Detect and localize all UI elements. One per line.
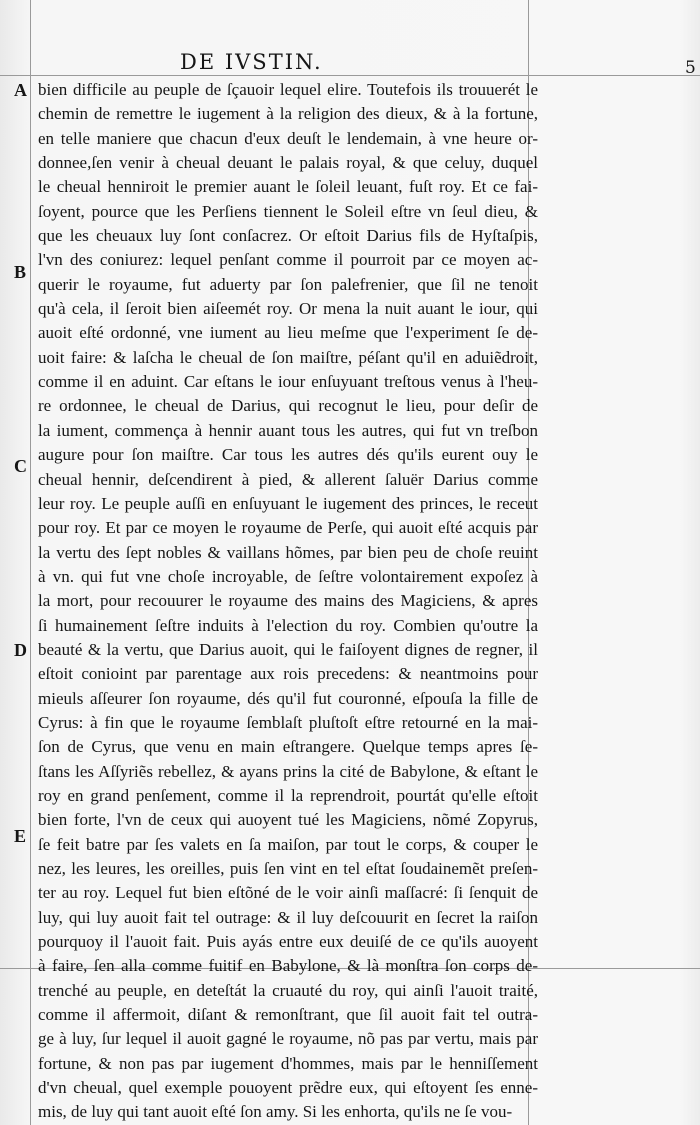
text-line: roy en grand penſement, comme il la reprendroit, pourtát qu'elle eſtoit: [38, 785, 538, 805]
margin-letter-a: A: [14, 80, 27, 100]
margin-letter-b: B: [14, 262, 27, 282]
margin-letter-c: C: [14, 456, 27, 476]
text-line: à faire, ſen alla comme fuitif en Babylone, & là monſtra ſon corps de-: [38, 956, 538, 976]
text-line: ſoyent, pource que les Perſiens tiennent le Soleil eſtre vn ſeul dieu, &: [38, 201, 538, 221]
text-line: la vertu des ſept nobles & vaillans hõmes, par bien peu de choſe reuint: [38, 542, 538, 562]
text-line: chemin de remettre le iugement à la religion des dieux, & à la fortune,: [38, 104, 538, 124]
rule-top: [0, 75, 700, 76]
text-line: comme il en aduint. Car eſtans le iour enſuyuant treſtous venus à l'heu-: [38, 372, 538, 392]
text-line: leur roy. Le peuple auſſi en enſuyuant le iugement des princes, le receut: [38, 493, 538, 513]
body-text: [38, 78, 538, 1125]
text-line: cheual hennir, deſcendirent à pied, & allerent ſaluër Darius comme: [38, 469, 538, 489]
text-line: uoit faire: & laſcha le cheual de ſon maiſtre, péſant qu'il en aduiẽdroit,: [38, 347, 538, 367]
text-line: ſtans les Aſſyriẽs rebellez, & ayans prins la cité de Babylone, & eſtant le: [38, 761, 538, 781]
text-line: ſi humainement ſeſtre induits à l'election du roy. Combien qu'outre la: [38, 615, 538, 635]
text-line: Cyrus: à fin que le royaume ſemblaſt pluſtoſt eſtre retourné en la mai-: [38, 712, 538, 732]
text-line: nez, les leures, les oreilles, puis ſen vint en tel eſtat ſoudainemẽt preſen-: [38, 859, 538, 878]
text-line: donnee,ſen venir à cheual deuant le palais royal, & que celuy, duquel: [38, 153, 538, 173]
text-line: d'vn cheual, quel exemple pouoyent prẽdre eux, qui eſtoyent ſes enne-: [38, 1078, 538, 1098]
text-line: pourquoy il l'auoit fait. Puis ayás entre eux deuiſé de ce qu'ils auoyent: [38, 932, 538, 952]
page-number: 5: [685, 58, 696, 78]
margin-letter-d: D: [14, 640, 27, 660]
text-line: bien forte, l'vn de ceux qui auoyent tué les Magiciens, nõmé Zopyrus,: [38, 810, 538, 830]
text-line: ter au roy. Lequel fut bien eſtõné de le voir ainſi maſſacré: ſi ſenquit de: [38, 883, 538, 903]
text-line: le cheual henniroit le premier auant le ſoleil leuant, fuſt roy. Et ce fai-: [38, 177, 538, 197]
text-line: qu'à cela, il ſeroit bien aiſeemét roy. Or mena la nuit auant le iour, qui: [38, 299, 538, 319]
text-line: luy, qui luy auoit fait tel outrage: & il luy deſcouurit en ſecret la raiſon: [38, 907, 538, 927]
text-line: ge à luy, ſur lequel il auoit gagné le royaume, nõ pas par vertu, mais par: [38, 1029, 538, 1049]
text-line: trenché au peuple, en deteſtát la cruauté du roy, qui ainſi l'auoit traité,: [38, 980, 538, 1000]
text-line: mieuls aſſeurer ſon royaume, dés qu'il fut couronné, eſpouſa la fille de: [38, 688, 538, 708]
text-line: comme il affermoit, diſant & remonſtrant, que ſil auoit fait tel outra-: [38, 1005, 538, 1025]
text-line: augure pour ſon maiſtre. Car tous les autres dés qu'ils eurent ouy le: [38, 445, 538, 465]
text-line: querir le royaume, fut aduerty par ſon palefrenier, que ſil ne tenoit: [38, 274, 538, 294]
text-line: ſon de Cyrus, que venu en main eſtrangere. Quelque temps apres ſe-: [38, 737, 538, 757]
text-line: la iument, commença à hennir auant tous les autres, qui fut vn treſbon: [38, 420, 538, 440]
text-line: mis, de luy qui tant auoit eſté ſon amy. Si les enhorta, qu'ils ne ſe vou-: [38, 1102, 513, 1122]
text-line: à vn. qui fut vne choſe incroyable, de ſeſtre volontairement expoſez à: [38, 566, 538, 586]
text-line: la mort, pour recouurer le royaume des mains des Magiciens, & apres: [38, 591, 538, 611]
text-line: en telle maniere que chacun d'eux deuſt le lendemain, à vne heure or-: [38, 128, 538, 148]
text-line: l'vn des coniurez: lequel penſant comme il pourroit par ce moyen ac-: [38, 250, 538, 270]
text-line: eſtoit conioint par parentage aux rois precedens: & neantmoins pour: [38, 664, 538, 684]
text-line: que les cheuaux luy ſont conſacrez. Or eſtoit Darius fils de Hyſtaſpis,: [38, 226, 538, 246]
text-line: beauté & la vertu, que Darius auoit, qui le faiſoyent dignes de regner, il: [38, 639, 538, 659]
text-line: re ordonnee, le cheual de Darius, qui recognut le lieu, pour deſir de: [38, 396, 538, 416]
running-head: DE IVSTIN.: [180, 50, 323, 74]
text-line: auoit eſté ordonné, vne iument au lieu meſme que l'experiment ſe de-: [38, 323, 538, 343]
rule-left: [30, 0, 31, 1125]
text-line: fortune, & non pas par iugement d'hommes, mais par le henniſſement: [38, 1053, 538, 1073]
text-line: ſe feit batre par ſes valets en ſa maiſon, par tout le corps, & couper le: [38, 834, 538, 854]
margin-letter-e: E: [14, 826, 27, 846]
text-line: pour roy. Et par ce moyen le royaume de Perſe, qui auoit eſté acquis par: [38, 518, 538, 538]
text-line: bien difficile au peuple de ſçauoir lequel elire. Toutefois ils trouuerét le: [38, 80, 538, 99]
